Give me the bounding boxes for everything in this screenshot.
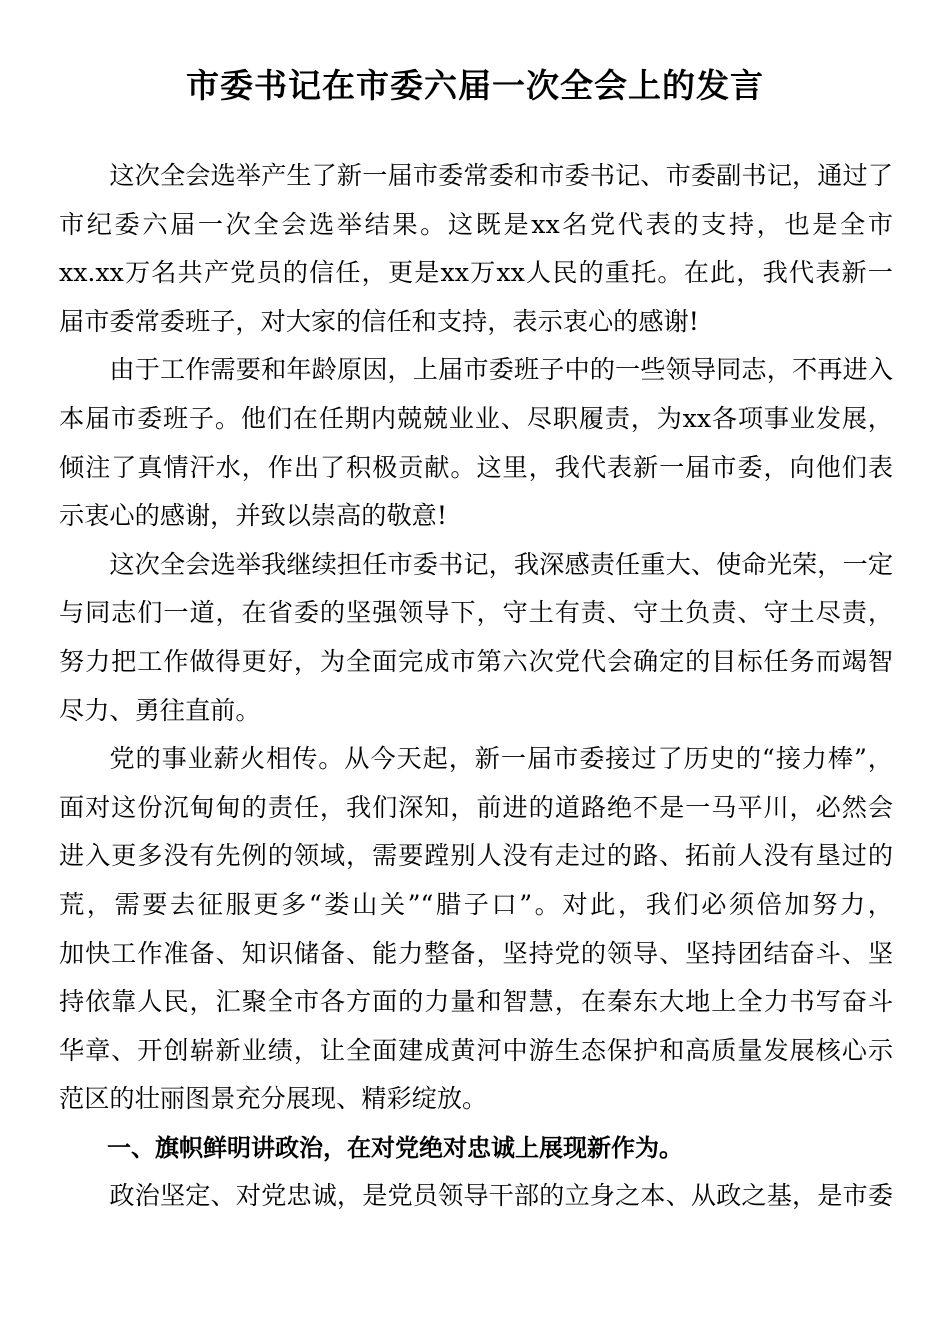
paragraph-line: xx.xx万名共产党员的信任，更是xx万xx人民的重托。在此，我代表新一 [59, 258, 893, 288]
paragraph-line: 与同志们一道，在省委的坚强领导下，守土有责、守土负责、守土尽责， [59, 598, 893, 628]
paragraph-line: 示衷心的感谢，并致以崇高的敬意! [59, 501, 447, 531]
paragraph-line: 持依靠人民，汇聚全市各方面的力量和智慧，在秦东大地上全力书写奋斗 [59, 987, 893, 1017]
document-title: 市委书记在市委六届一次全会上的发言 [186, 66, 764, 105]
paragraph-line: 荒，需要去征服更多“娄山关”“腊子口”。对此，我们必须倍加努力， [59, 889, 893, 919]
paragraph-line: 届市委常委班子，对大家的信任和支持，表示衷心的感谢! [59, 306, 699, 336]
paragraph-line: 政治坚定、对党忠诚，是党员领导干部的立身之本、从政之基，是市委 [109, 1181, 893, 1211]
paragraph-line: 本届市委班子。他们在任期内兢兢业业、尽职履责，为xx各项事业发展， [59, 403, 893, 433]
paragraph-line: 党的事业薪火相传。从今天起，新一届市委接过了历史的“接力棒”， [109, 744, 893, 774]
paragraph-line: 尽力、勇往直前。 [59, 695, 261, 725]
paragraph-3 [59, 541, 893, 735]
paragraph-5 [59, 1172, 893, 1221]
section-heading: 一、旗帜鲜明讲政治，在对党绝对忠诚上展现新作为。 [107, 1133, 683, 1162]
paragraph-4 [59, 735, 893, 1124]
paragraph-line: 这次全会选举产生了新一届市委常委和市委书记、市委副书记，通过了 [109, 161, 893, 190]
paragraph-line: 范区的壮丽图景充分展现、精彩绽放。 [59, 1084, 488, 1114]
paragraph-line: 加快工作准备、知识储备、能力整备，坚持党的领导、坚持团结奋斗、坚 [59, 938, 893, 968]
paragraph-line: 努力把工作做得更好，为全面完成市第六次党代会确定的目标任务而竭智 [59, 646, 893, 676]
paragraph-2 [59, 346, 893, 540]
paragraph-line: 倾注了真情汗水，作出了积极贡献。这里，我代表新一届市委，向他们表 [59, 452, 893, 482]
paragraph-1 [59, 152, 893, 346]
paragraph-line: 进入更多没有先例的领域，需要蹚别人没有走过的路、拓前人没有垦过的 [59, 841, 893, 871]
paragraph-line: 市纪委六届一次全会选举结果。这既是xx名党代表的支持，也是全市 [59, 209, 893, 239]
paragraph-line: 面对这份沉甸甸的责任，我们深知，前进的道路绝不是一马平川，必然会 [59, 792, 893, 822]
paragraph-line: 华章、开创崭新业绩，让全面建成黄河中游生态保护和高质量发展核心示 [59, 1035, 893, 1065]
paragraph-line: 这次全会选举我继续担任市委书记，我深感责任重大、使命光荣，一定 [109, 549, 893, 579]
document-body [59, 152, 893, 1221]
paragraph-line: 由于工作需要和年龄原因，上届市委班子中的一些领导同志，不再进入 [109, 355, 893, 385]
